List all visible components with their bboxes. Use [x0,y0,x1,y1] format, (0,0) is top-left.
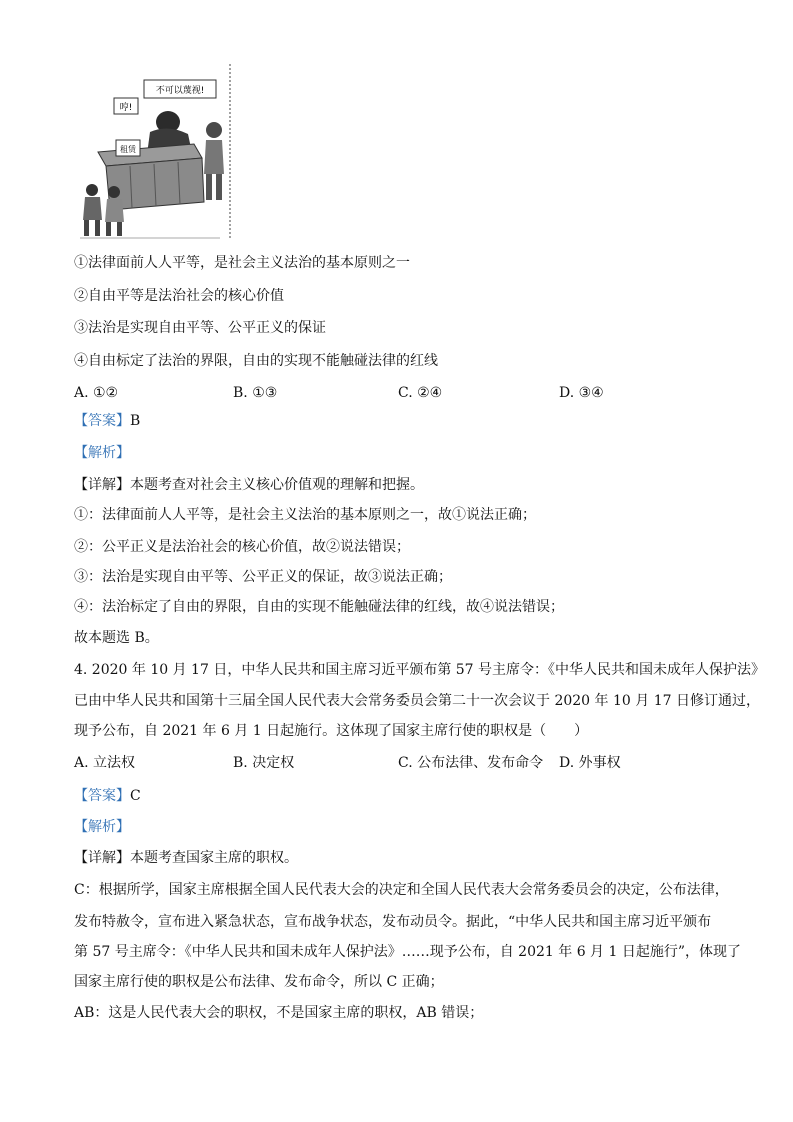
q3-option-d: D. ③④ [559,385,604,401]
q4-option-a: A. 立法权 [74,755,136,771]
cartoon-illustration [70,62,235,242]
q4-explain-2: 发布特赦令，宣布进入紧急状态，宣布战争状态，发布动员令。据此，“中华人民共和国主席习近平颁布 [74,914,712,930]
q3-option-a: A. ①② [74,385,119,401]
q4-stem-1: 4. 2020 年 10 月 17 日，中华人民共和国主席习近平颁布第 57 号主席令：《中华人民共和国未成年人保护法》 [74,662,766,678]
statement-4: ④自由标定了法治的界限，自由的实现不能触碰法律的红线 [74,353,438,369]
q4-option-c: C. 公布法律、发布命令 [398,755,544,771]
q4-detail-intro: 本题考查国家主席的职权。 [130,850,298,866]
q4-option-d: D. 外事权 [559,755,621,771]
statement-1: ①法律面前人人平等，是社会主义法治的基本原则之一 [74,255,410,271]
q3-conclusion: 故本题选 B。 [74,630,159,646]
q3-answer-value: B [130,413,141,429]
q3-detail-3: ③：法治是实现自由平等、公平正义的保证，故③说法正确； [74,569,452,585]
q4-answer-value: C [130,788,141,804]
statement-3: ③法治是实现自由平等、公平正义的保证 [74,320,326,336]
desk-sign-text: 租赁 [120,145,136,154]
bubble-right-text: 不可以蔑视! [155,86,205,96]
q4-answer-line [74,786,141,806]
q3-detail-intro: 本题考查对社会主义核心价值观的理解和把握。 [130,477,424,493]
q4-explain-4: 国家主席行使的职权是公布法律、发布命令，所以 C 正确； [74,974,444,990]
q3-answer-line [74,411,140,431]
q4-explain-1: C：根据所学，国家主席根据全国人民代表大会的决定和全国人民代表大会常务委员会的决定，公布法律， [74,882,729,898]
q3-detail-4: ④：法治标定了自由的界限，自由的实现不能触碰法律的红线，故④说法错误； [74,599,564,615]
q4-explain-5: AB：这是人民代表大会的职权，不是国家主席的职权，AB 错误； [74,1005,484,1021]
q3-option-b: B. ①③ [233,385,278,401]
bubble-left-text: 哼! [119,103,133,113]
q4-answer-tag: 【答案】 [74,788,130,804]
q3-detail-2: ②：公平正义是法治社会的核心价值，故②说法错误； [74,539,410,555]
q4-stem-2: 已由中华人民共和国第十三届全国人民代表大会常务委员会第二十一次会议于 2020 年 10 月 17 日修订通过， [74,693,760,709]
q3-answer-tag: 【答案】 [74,413,130,429]
q3-detail-line [74,475,424,495]
q3-analysis-line [74,443,130,463]
q3-option-c: C. ②④ [398,385,443,401]
q4-stem-3: 现予公布，自 2021 年 6 月 1 日起施行。这体现了国家主席行使的职权是（ ） [74,723,589,739]
q4-analysis-tag: 【解析】 [74,819,130,835]
q4-option-b: B. 决定权 [233,755,295,771]
q3-detail-tag: 【详解】 [74,477,130,493]
statement-2: ②自由平等是法治社会的核心价值 [74,288,284,304]
q3-detail-1: ①：法律面前人人平等，是社会主义法治的基本原则之一，故①说法正确； [74,507,536,523]
q4-analysis-line [74,817,130,837]
q4-detail-line [74,848,298,868]
q3-analysis-tag: 【解析】 [74,445,130,461]
q4-explain-3: 第 57 号主席令：《中华人民共和国未成年人保护法》……现予公布，自 2021 年 6 月 1 日起施行”，体现了 [74,944,742,960]
q4-detail-tag: 【详解】 [74,850,130,866]
